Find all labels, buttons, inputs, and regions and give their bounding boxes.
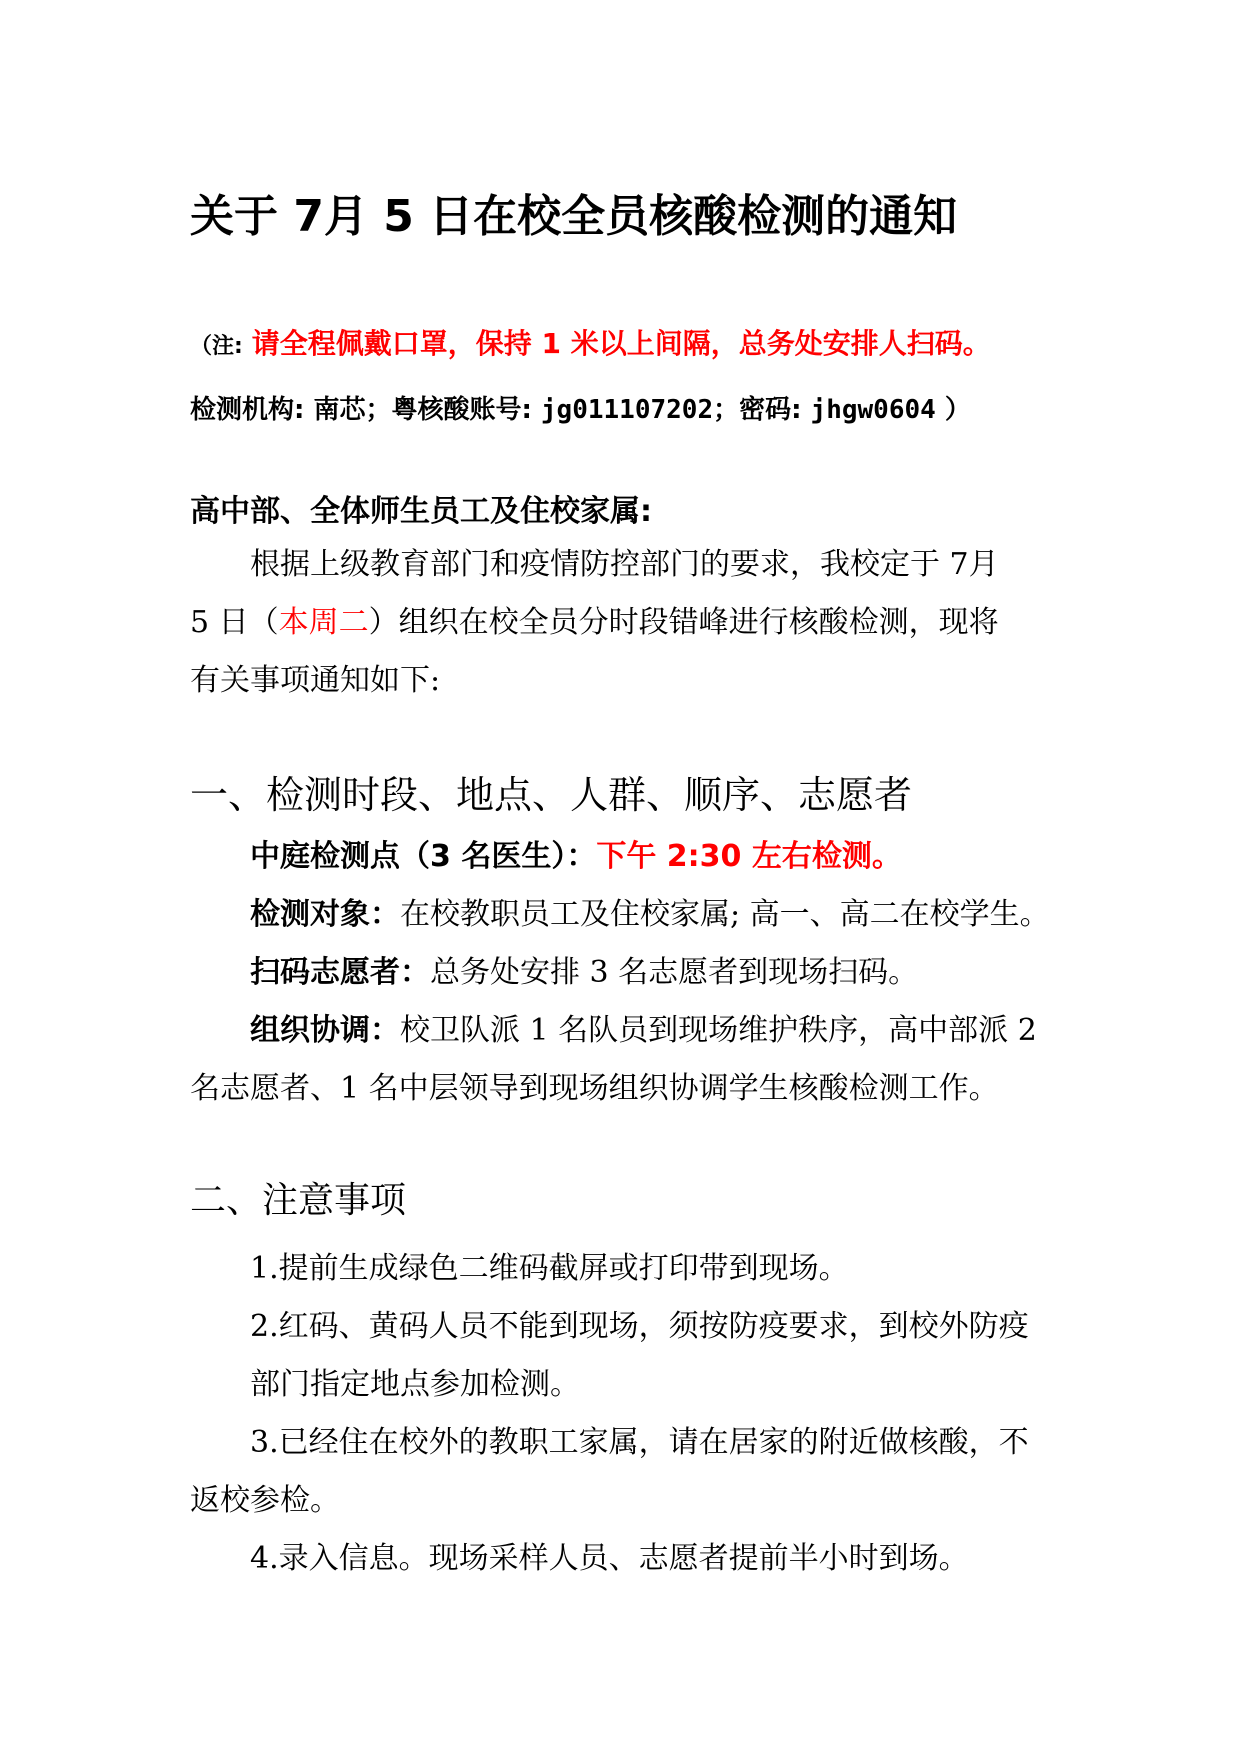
section1-heading: 一、检测时段、地点、人群、顺序、志愿者 bbox=[190, 773, 913, 817]
section2-item-1: 1.提前生成绿色二维码截屏或打印带到现场。 bbox=[250, 1251, 849, 1286]
section2-heading: 二、注意事项 bbox=[190, 1180, 407, 1221]
volunteer-text: 总务处安排 3 名志愿者到现场扫码。 bbox=[430, 955, 919, 990]
intro-line-3: 有关事项通知如下: bbox=[190, 663, 441, 698]
note-red-text: 请全程佩戴口罩，保持 1 米以上间隔，总务处安排人扫码。 bbox=[251, 327, 991, 360]
note-line-1 bbox=[190, 327, 991, 360]
section2-item-2-line-1: 2.红码、黄码人员不能到现场，须按防疫要求，到校外防疫 bbox=[250, 1309, 1029, 1344]
coord-text-1: 校卫队派 1 名队员到现场维护秩序，高中部派 2 bbox=[400, 1013, 1037, 1048]
document-title: 关于 7月 5 日在校全员核酸检测的通知 bbox=[190, 191, 958, 242]
section2-item-4: 4.录入信息。现场采样人员、志愿者提前半小时到场。 bbox=[250, 1541, 969, 1576]
intro-line-1: 根据上级教育部门和疫情防控部门的要求，我校定于 7月 bbox=[250, 547, 999, 582]
site-time: 下午 2:30 左右检测。 bbox=[596, 839, 902, 874]
note-open: （注: bbox=[190, 334, 243, 359]
intro-highlight: 本周二 bbox=[278, 605, 369, 640]
note-line-2 bbox=[190, 397, 971, 423]
section1-coord-2: 名志愿者、1 名中层领导到现场组织协调学生核酸检测工作。 bbox=[190, 1071, 999, 1106]
target-label: 检测对象： bbox=[250, 897, 400, 932]
section2-item-3-line-2: 返校参检。 bbox=[190, 1483, 340, 1518]
intro-line-2-b: ）组织在校全员分时段错峰进行核酸检测，现将 bbox=[368, 605, 999, 640]
volunteer-label: 扫码志愿者： bbox=[250, 955, 430, 990]
note-password-label: ；密码: bbox=[713, 395, 811, 425]
section1-volunteer bbox=[250, 955, 919, 990]
site-label: 中庭检测点（3 名医生）： bbox=[250, 839, 597, 874]
intro-line-2 bbox=[190, 605, 999, 640]
addressee: 高中部、全体师生员工及住校家属: bbox=[190, 494, 652, 529]
section1-site bbox=[250, 839, 902, 874]
intro-line-2-a: 5 日（ bbox=[190, 605, 279, 640]
coord-label: 组织协调： bbox=[250, 1013, 400, 1048]
section2-item-2-line-2: 部门指定地点参加检测。 bbox=[250, 1367, 580, 1402]
section1-coord-1 bbox=[250, 1013, 1037, 1048]
note-password: jhgw0604 bbox=[810, 395, 936, 425]
section1-target bbox=[250, 897, 1050, 932]
note-account: jg011107202 bbox=[540, 395, 714, 425]
note-institution: 检测机构: 南芯；粤核酸账号: bbox=[190, 395, 541, 425]
target-text: 在校教职员工及住校家属; 高一、高二在校学生。 bbox=[400, 897, 1050, 932]
note-close: ） bbox=[935, 395, 971, 425]
section2-item-3-line-1: 3.已经住在校外的教职工家属，请在居家的附近做核酸，不 bbox=[250, 1425, 1029, 1460]
